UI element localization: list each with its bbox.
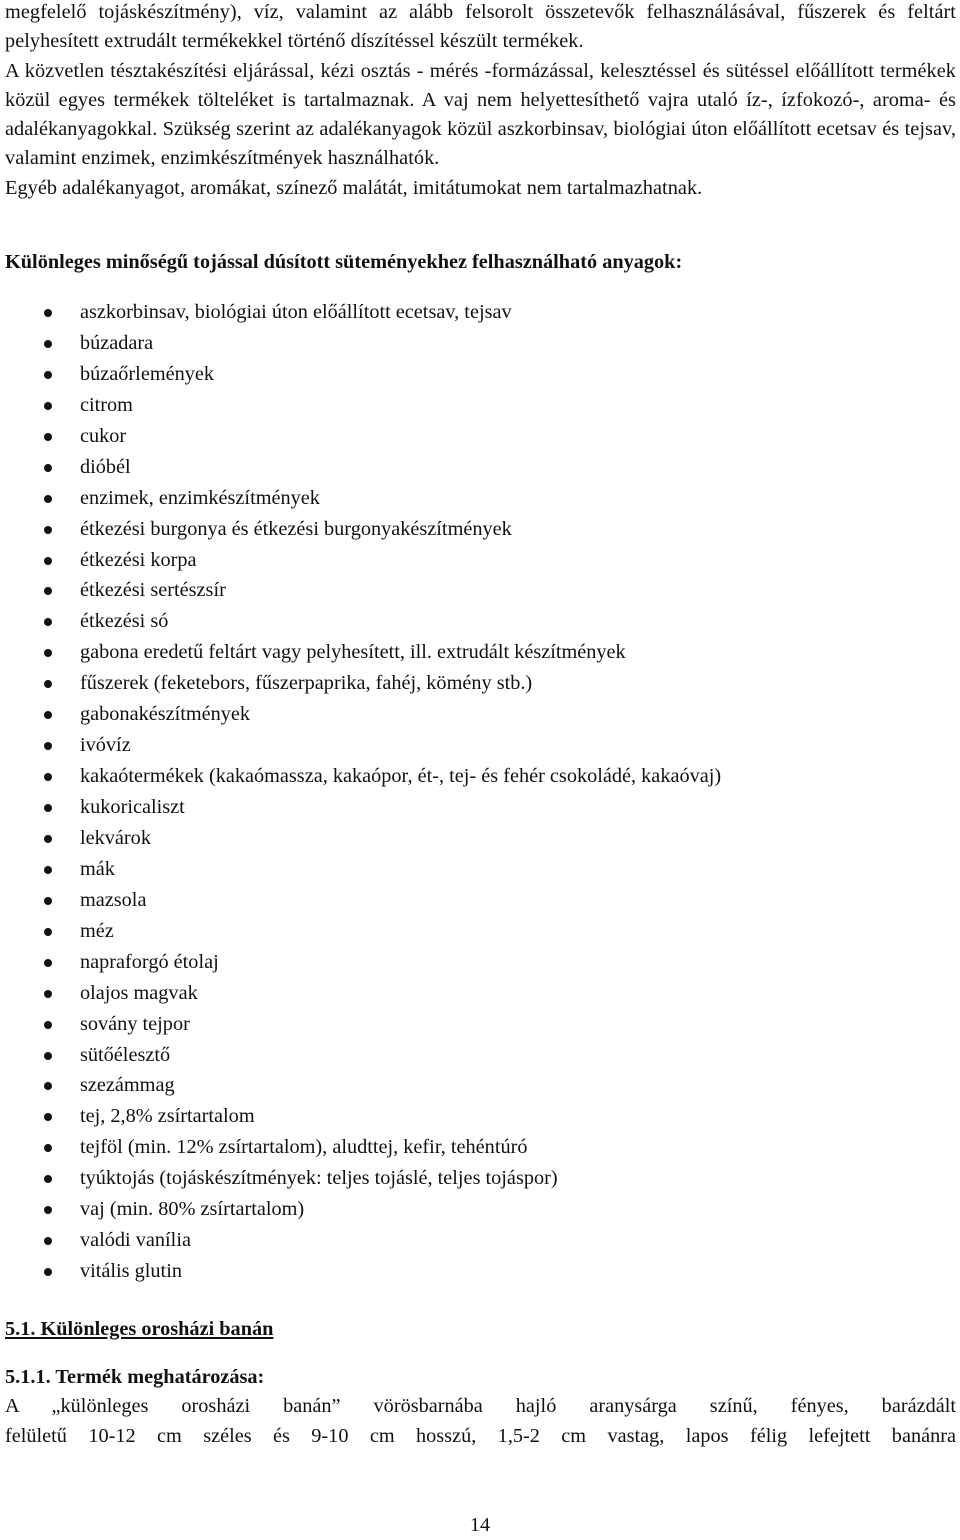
list-item	[5, 1101, 721, 1132]
list-item	[5, 483, 721, 514]
list-item	[5, 854, 721, 885]
list-item-text: étkezési sertészsír	[80, 579, 226, 602]
list-item	[5, 823, 721, 854]
bullet-icon	[44, 526, 52, 534]
list-item	[5, 606, 721, 637]
bullet-icon	[44, 371, 52, 379]
list-item	[5, 359, 721, 390]
bullet-icon	[44, 773, 52, 781]
subsubsection-title: 5.1.1. Termék meghatározása:	[5, 1366, 265, 1388]
list-item	[5, 699, 721, 730]
list-item	[5, 978, 721, 1009]
subsection-title: 5.1. Különleges orosházi banán	[5, 1318, 274, 1340]
bullet-icon	[44, 866, 52, 874]
list-item	[5, 885, 721, 916]
bullet-icon	[44, 587, 52, 595]
bullet-icon	[44, 402, 52, 410]
bullet-icon	[44, 835, 52, 843]
list-item-text: citrom	[80, 393, 133, 416]
bullet-icon	[44, 1175, 52, 1183]
intro-paragraph-3: Egyéb adalékanyagot, aromákat, színező malátát, imitátumokat nem tartalmazhatnak.	[5, 176, 703, 199]
bullet-icon	[44, 649, 52, 657]
list-item-text: búzaőrlemények	[80, 362, 215, 385]
bullet-icon	[44, 433, 52, 441]
bullet-icon	[44, 1206, 52, 1214]
bullet-icon	[44, 309, 52, 317]
bullet-icon	[44, 1021, 52, 1029]
bullet-icon	[44, 804, 52, 812]
list-item-text: tejföl (min. 12% zsírtartalom), aludttej, kefir, tehéntúró	[80, 1136, 528, 1159]
list-item	[5, 1132, 721, 1163]
product-definition-line-2: felületű 10-12 cm széles és 9-10 cm hosszú, 1,5-2 cm vastag, lapos félig lefejtett banánra	[5, 1425, 956, 1447]
bullet-icon	[44, 1268, 52, 1276]
bullet-icon	[44, 340, 52, 348]
list-item-text: ivóvíz	[80, 734, 131, 757]
list-item	[5, 297, 721, 328]
intro-paragraph-1: megfelelő tojáskészítmény), víz, valamint az alább felsorolt összetevők felhasználásával, fűszerek és feltárt pelyhesített extrudált termékekkel történő díszítéssel készült termékek.	[5, 1, 956, 53]
bullet-icon	[44, 711, 52, 719]
list-item-text: kukoricaliszt	[80, 796, 185, 818]
list-item	[5, 390, 721, 421]
list-item	[5, 545, 721, 576]
list-item	[5, 668, 721, 699]
list-item-text: méz	[80, 919, 114, 942]
list-item-text: szezámmag	[80, 1074, 175, 1097]
list-item	[5, 730, 721, 761]
list-item-text: gabona eredetű feltárt vagy pelyhesített, ill. extrudált készítmények	[80, 641, 626, 664]
list-item-text: sovány tejpor	[80, 1012, 190, 1035]
list-item	[5, 575, 721, 606]
intro-paragraph-2: A közvetlen tésztakészítési eljárással, kézi osztás - mérés -formázással, kelesztéssel és sütéssel előállított termékek közül egyes termékek tölteléket is tartalmaznak. A vaj nem helyettesíthető vajra utaló íz-, ízfokozó-, aroma- és adalékanyagokkal. Szükség szerint az adalékanyagok közül aszkorbinsav, biológiai úton előállított ecetsav és tejsav, valamint enzimek, enzimkészítmények használhatók.	[5, 59, 956, 170]
list-item	[5, 1040, 721, 1071]
list-item-text: olajos magvak	[80, 981, 198, 1004]
bullet-icon	[44, 464, 52, 472]
list-item-text: tyúktojás (tojáskészítmények: teljes tojáslé, teljes tojáspor)	[80, 1167, 558, 1190]
bullet-icon	[44, 1144, 52, 1152]
bullet-icon	[44, 618, 52, 626]
list-item	[5, 792, 721, 823]
list-item	[5, 1256, 721, 1287]
list-item-text: étkezési burgonya és étkezési burgonyakészítmények	[80, 517, 512, 540]
list-item	[5, 1009, 721, 1040]
list-item	[5, 761, 721, 792]
list-item-text: aszkorbinsav, biológiai úton előállított ecetsav, tejsav	[80, 301, 512, 323]
list-item-text: étkezési korpa	[80, 548, 197, 571]
bullet-icon	[44, 1082, 52, 1090]
list-item-text: étkezési só	[80, 610, 169, 633]
ingredients-list	[5, 297, 721, 1287]
list-item-text: vitális glutin	[80, 1260, 182, 1283]
bullet-icon	[44, 1113, 52, 1121]
list-item	[5, 947, 721, 978]
list-item-text: búzadara	[80, 331, 154, 354]
bullet-icon	[44, 990, 52, 998]
ingredients-heading: Különleges minőségű tojással dúsított süteményekhez felhasználható anyagok:	[5, 251, 683, 273]
list-item	[5, 916, 721, 947]
list-item-text: vaj (min. 80% zsírtartalom)	[80, 1198, 305, 1221]
list-item	[5, 514, 721, 545]
page-number: 14	[469, 1514, 491, 1536]
list-item	[5, 421, 721, 452]
intro-section	[5, 0, 956, 203]
list-item	[5, 637, 721, 668]
bullet-icon	[44, 680, 52, 688]
bullet-icon	[44, 897, 52, 905]
list-item-text: gabonakészítmények	[80, 703, 251, 726]
bullet-icon	[44, 1052, 52, 1060]
list-item-text: mák	[80, 857, 115, 880]
list-item-text: valódi vanília	[80, 1229, 191, 1252]
list-item-text: cukor	[80, 424, 127, 447]
list-item-text: lekvárok	[80, 826, 151, 849]
list-item-text: kakaótermékek (kakaómassza, kakaópor, ét-, tej- és fehér csokoládé, kakaóvaj)	[80, 765, 722, 788]
list-item	[5, 328, 721, 359]
list-item-text: mazsola	[80, 888, 147, 911]
list-item-text: napraforgó étolaj	[80, 950, 219, 973]
list-item	[5, 452, 721, 483]
list-item-text: enzimek, enzimkészítmények	[80, 486, 320, 509]
bullet-icon	[44, 557, 52, 565]
bullet-icon	[44, 1237, 52, 1245]
list-item	[5, 1194, 721, 1225]
product-definition-line-1: A „különleges orosházi banán” vörösbarnába hajló aranysárga színű, fényes, barázdált	[5, 1395, 956, 1417]
bullet-icon	[44, 742, 52, 750]
bullet-icon	[44, 959, 52, 967]
bullet-icon	[44, 495, 52, 503]
list-item-text: fűszerek (feketebors, fűszerpaprika, fahéj, kömény stb.)	[80, 672, 533, 695]
bullet-icon	[44, 928, 52, 936]
list-item	[5, 1070, 721, 1101]
product-definition-paragraph	[5, 1391, 956, 1451]
list-item	[5, 1225, 721, 1256]
list-item-text: dióbél	[80, 455, 131, 478]
list-item-text: sütőélesztő	[80, 1043, 171, 1066]
list-item-text: tej, 2,8% zsírtartalom	[80, 1105, 255, 1128]
list-item	[5, 1163, 721, 1194]
